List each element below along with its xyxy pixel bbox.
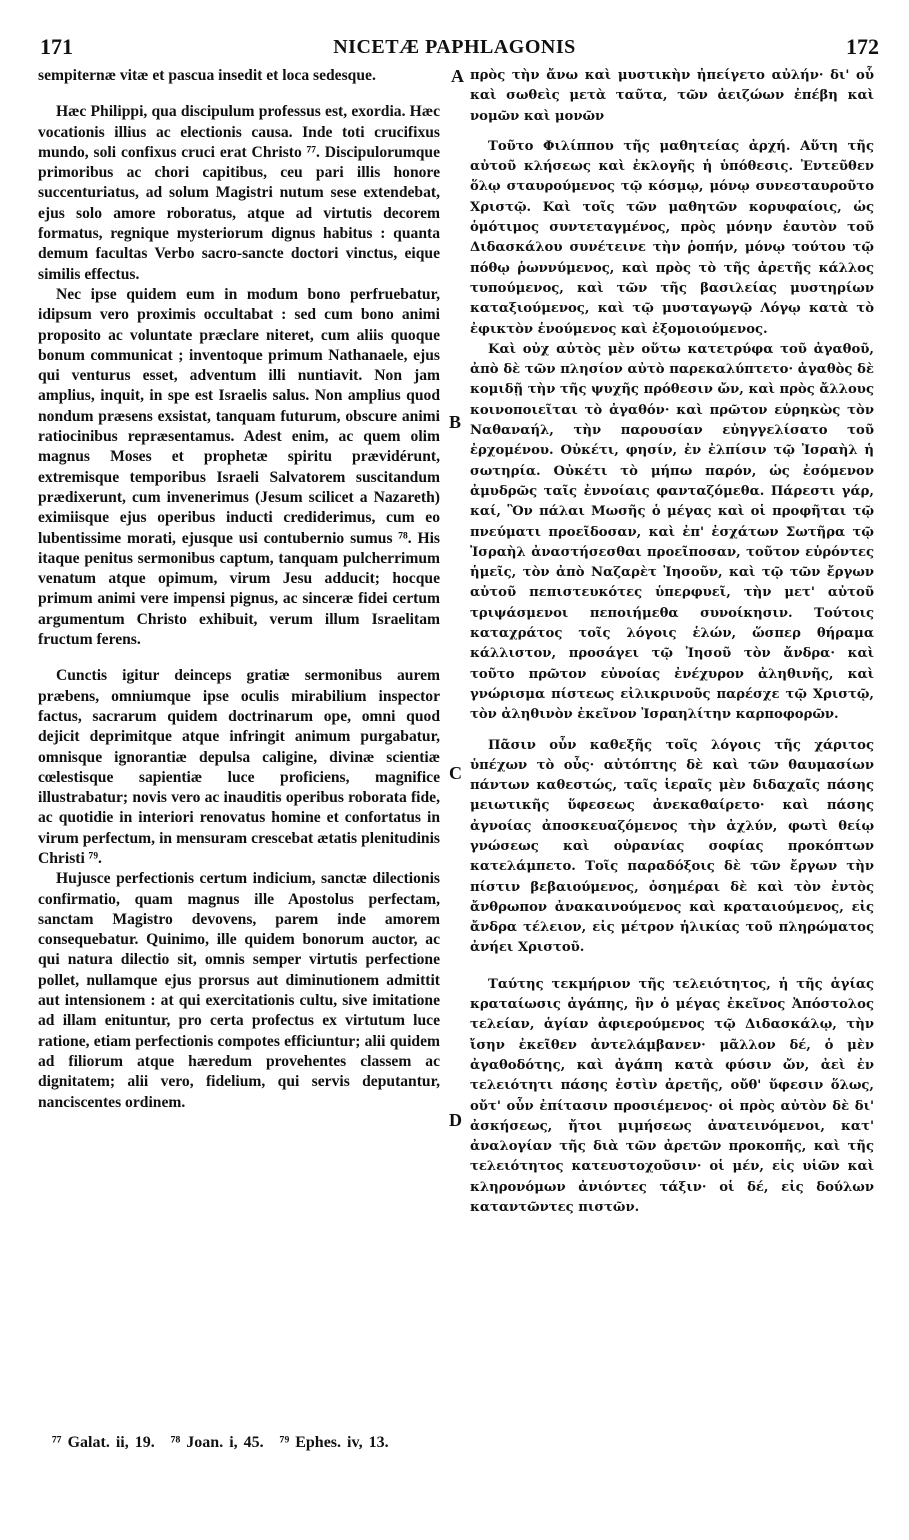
footnote-78: ⁷⁸ Joan. i, 45. bbox=[170, 1434, 264, 1451]
greek-column bbox=[470, 66, 874, 1218]
latin-column bbox=[38, 66, 440, 1113]
greek-paragraph-4: Πᾶσιν οὖν καθεξῆς τοῖς λόγοις τῆς χάριτος ὑπέχων τὸ οὖς· αὐτόπτης δὲ καὶ τῶν θαυμασίων πάντων καθεστώς, ταῖς ἱεραῖς μὲν διδαχαῖς πάσης μειωτικῆς ὕφεσεως ἀνεκαθαίρετο· καὶ πάσης ἀγνοίας ἀποσκευαζόμενος τὴν ἀχλύν, φωτὶ θείῳ γνώσεως καὶ οὐρανίας σοφίας προκόπτων κατελάμπετο. Τοῖς παραδόξοις δὲ τῶν ἔργων τὴν πίστιν βεβαιούμενος, ὁσημέραι δὲ καὶ τὸν ἐντὸς ἄνθρωπον ἀνακαινούμενος καὶ κραταιούμενος, εἰς ἄνδρα τέλειον, εἰς μέτρον ἡλικίας τοῦ πληρώματος ἀνήει Χριστοῦ. bbox=[470, 737, 874, 956]
margin-marker-b: B bbox=[449, 412, 462, 432]
running-title: NICETÆ PAPHLAGONIS bbox=[333, 36, 576, 58]
footnotes bbox=[52, 1434, 399, 1452]
page-header bbox=[30, 34, 879, 64]
latin-paragraph-5: Hujusce perfectionis certum indicium, sanctæ dilectionis confirmatio, quam magnus ille Apostolus perfectam, sanctam Magistro devovens, parem inde amorem consequebatur. Quinimo, ille quidem bonorum auctor, ac qui natura dilectio sit, omnis semper virtutis perfectione pollet, nullamque ejus prorsus aut diminutionem admittit aut intensionem : at qui exercitationis cultu, sive imitatione ad illam enituntur, pro certa profectus ex virtutum luce ratione, etiam perfectionis compotes efficiuntur; alii quidem ad filiorum atque hæredum provehentes classem ac dignitatem; alii vero, fidelium, qui servis deputantur, nanciscentes ordinem. bbox=[38, 870, 440, 1111]
greek-paragraph-1: πρὸς τὴν ἄνω καὶ μυστικὴν ἠπείγετο αὐλήν· δι' οὗ καὶ σωθεὶς μετὰ ταῦτα, τῶν ἀειζώων ἐπέβη καὶ νομῶν καὶ μονῶν bbox=[470, 68, 874, 124]
greek-paragraph-2: Τοῦτο Φιλίππου τῆς μαθητείας ἀρχή. Αὕτη τῆς αὐτοῦ κλήσεως καὶ ἐκλογῆς ἡ ὑπόθεσις. Ἐντεῦθεν ὅλῳ σταυρούμενος τῷ κόσμῳ, μόνῳ συνεσταυροῦτο Χριστῷ. Καὶ τοῖς τῶν μαθητῶν κορυφαίοις, ὡς ὁμότιμος συντεταγμένος, πρὸς μόνην ἑαυτὸν τοῦ Διδασκάλου συνέτεινε τὴν ῥοπήν, μόνῳ τούτου τῷ πόθῳ ῥωννύμενος, καὶ πρὸς τὸ τῆς ἀρετῆς κάλλος τυπούμενος, καὶ τῶν τῆς βασιλείας μυστηρίων καταξιούμενος, καὶ τῷ μυσταγωγῷ Λόγῳ κατὰ τὸ ἐφικτὸν ἑνούμενος καὶ ἐξομοιούμενος. bbox=[470, 138, 874, 337]
margin-marker-c: C bbox=[449, 763, 462, 783]
latin-paragraph-2: Hæc Philippi, qua discipulum professus est, exordia. Hæc vocationis illius ac electionis causa. Inde toti crucifixus mundo, soli confixus cruci erat Christo ⁷⁷. Discipulorumque primoribus ac chori capitibus, ceu pari illis honore succenturiatus, ad solum Magistri nutum sese extendebat, ejus solo amore roboratus, atque ad virtutis decorem formatus, regnique mysteriorum dignus habitus : quanta demum facultas Verbo sacro-sancte doctori vinctus, eique similis effectus. bbox=[38, 103, 440, 283]
footnote-79: ⁷⁹ Ephes. iv, 13. bbox=[279, 1434, 389, 1451]
margin-marker-a: A bbox=[451, 66, 464, 86]
margin-marker-d: D bbox=[449, 1110, 462, 1130]
latin-paragraph-3: Nec ipse quidem eum in modum bono perfruebatur, idipsum vero proximis occultabat : sed cum bono animi proposito ac voluntate præclare niteret, cum aliis quoque bonum communicat ; inventoque primum Nathanaele, ejus qui venturus esset, adventum illi nuntiavit. Non jam amplius, inquit, in spe est Israelis salus. Non amplius quod nondum præsens exsistat, tanquam futurum, obscure animi ratiocinibus repræsentamus. Adest enim, ac quem olim magnus Moses et prophetæ spiritu prævidérunt, extremisque temporibus Israeli Salvatorem suscitandum prædixerunt, cum invenerimus (Jesum scilicet a Nazareth) eximiisque ejus operibus inducti crediderimus, cum eo lubentissime morati, ejusque usi contubernio sumus ⁷⁸. His itaque penitus sermonibus captum, tanquam pulcherrimum venatum atque opimum, virum Jesu adducit; hocque primum animi vere impensi pignus, ac sinceræ fidei certum argumentum Christo exhibuit, verum illum Israelitam fructum ferens. bbox=[38, 285, 440, 649]
footnote-77: ⁷⁷ Galat. ii, 19. bbox=[52, 1434, 155, 1451]
page-number-left: 171 bbox=[40, 34, 73, 59]
latin-paragraph-4: Cunctis igitur deinceps gratiæ sermonibus aurem præbens, omniumque ipse oculis mirabilium inspector factus, sacrarum quidem doctrinarum ope, omni quod dejicit deprimitque atque infringit animum purgabatur, omnisque ignorantiæ depulsa caligine, divinæ scientiæ cœlestisque sapientiæ luce proficiens, magnifice illustrabatur; novis vero ac inauditis operibus roborata fide, ac quotidie in interiori renovatus homine et confortatus in virum perfectum, in mensuram crescebat ætatis plenitudinis Christi ⁷⁹. bbox=[38, 667, 440, 867]
latin-paragraph-1: sempiternæ vitæ et pascua insedit et loca sedesque. bbox=[38, 67, 376, 84]
page-number-right: 172 bbox=[846, 34, 879, 59]
greek-paragraph-3: Καὶ οὐχ αὐτὸς μὲν οὕτω κατετρύφα τοῦ ἀγαθοῦ, ἀπὸ δὲ τῶν πλησίον αὐτὸ παρεκαλύπτετο· ἀγαθὸς δὲ κομιδῇ τὴν τῆς ψυχῆς πρόθεσιν ὤν, καὶ πρὸς ἄλλους κοινοποιεῖται τὸ ἀγαθόν· καὶ πρῶτον εὑρηκὼς τὸν Ναθαναήλ, τὴν παρουσίαν εὐηγγελίσατο τοῦ ἐρχομένου. Οὐκέτι, φησίν, ἐν ἐλπίσιν τῷ Ἰσραὴλ ἡ σωτηρία. Οὐκέτι τὸ μήπω παρόν, ὡς ἐσόμενον ἀμυδρῶς ταῖς ἐννοίαις φανταζόμεθα. Πάρεστι γάρ, καί, Ὃν πάλαι Μωσῆς ὁ μέγας καὶ οἱ προφῆται τῷ πνεύματι προεῖδοσαν, καὶ ἐπ' ἐσχάτων Σωτῆρα τῷ Ἰσραὴλ ἀναστήσεσθαι προεῖποσαν, τοῦτον εὑρόντες ἡμεῖς, τὸν ἀπὸ Ναζαρὲτ Ἰησοῦν, καὶ τῷ τῶν ἔργων αὐτοῦ πεπιστευκότες ὑπερφυεῖ, τὴν μετ' αὐτοῦ τριψάσμενοι πεποιήμεθα συνοίκησιν. Τούτοις καταχράτος τοῖς λόγοις ἑλών, ὥσπερ θήραμα κάλλιστον, προσάγει τῷ Ἰησοῦ τὸν ἄνδρα· καὶ τοῦτο πρῶτον εὐνοίας ἐνέχυρον ἀληθινῆς, καὶ γνώρισμα πίστεως εἰλικρινοῦς παρέσχε τῷ Χριστῷ, τὸν ἀληθινὸν ἐκεῖνον Ἰσραηλίτην καρποφορῶν. bbox=[470, 341, 874, 723]
greek-paragraph-5: Ταύτης τεκμήριον τῆς τελειότητος, ἡ τῆς ἁγίας κραταίωσις ἀγάπης, ἣν ὁ μέγας ἐκεῖνος Ἀπόστολος τελείαν, ἁγίαν ἀφιερούμενος τῷ Διδασκάλῳ, τὴν ἴσην ἐκεῖθεν ἀντελάμβανεν· μᾶλλον δέ, ὁ μὲν ἀγαθοδότης, καὶ ἀγάπη κατὰ φύσιν ὤν, ἀεὶ ἐν τελειότητι πάσης ἐστὶν ἀρετῆς, οὔθ' ὕφεσιν ὅλως, οὔτ' οὖν ἐπίτασιν προσιέμενος· οἱ πρὸς αὐτὸν δὲ δι' ἀσκήσεως, ἤτοι μιμήσεως ἀνατεινόμενοι, κατ' ἀναλογίαν τῆς διὰ τῶν ἀρετῶν προκοπῆς, καὶ τῆς τελειότητος κατευστοχοῦσιν· οἱ μέν, εἰς υἱῶν καὶ κληρονόμων ἀνιόντες τάξιν· οἱ δέ, εἰς δούλων καταντῶντες πιστῶν. bbox=[470, 976, 874, 1216]
